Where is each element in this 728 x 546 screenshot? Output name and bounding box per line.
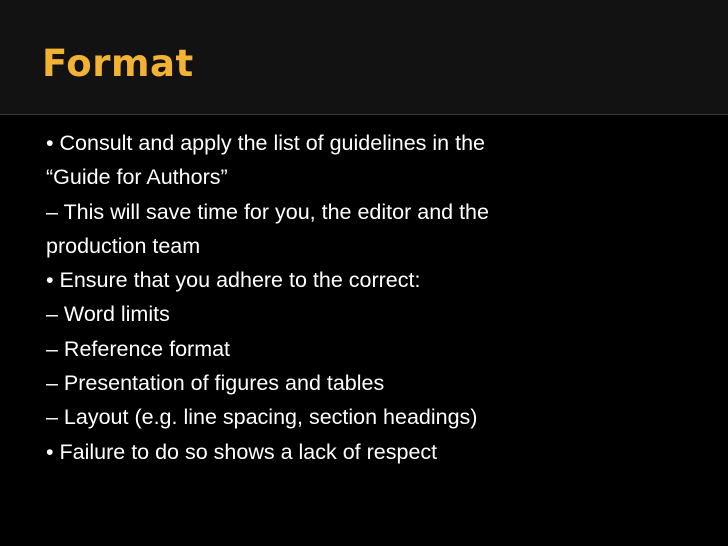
body-line: “Guide for Authors” <box>46 165 228 190</box>
body-line: • Failure to do so shows a lack of respect <box>46 439 438 464</box>
body-line: – Layout (e.g. line spacing, section headings) <box>46 405 478 430</box>
body-line: – This will save time for you, the editor and the <box>46 199 489 224</box>
title-divider <box>0 114 728 115</box>
slide-title: Format <box>42 42 194 85</box>
slide-body <box>46 126 686 469</box>
body-line: – Presentation of figures and tables <box>46 371 385 396</box>
body-line: • Ensure that you adhere to the correct: <box>46 268 421 293</box>
body-line: production team <box>46 233 201 258</box>
body-line: • Consult and apply the list of guidelines in the <box>46 131 485 155</box>
title-bar <box>0 0 728 114</box>
body-line: – Word limits <box>46 302 170 327</box>
body-line: – Reference format <box>46 336 231 361</box>
